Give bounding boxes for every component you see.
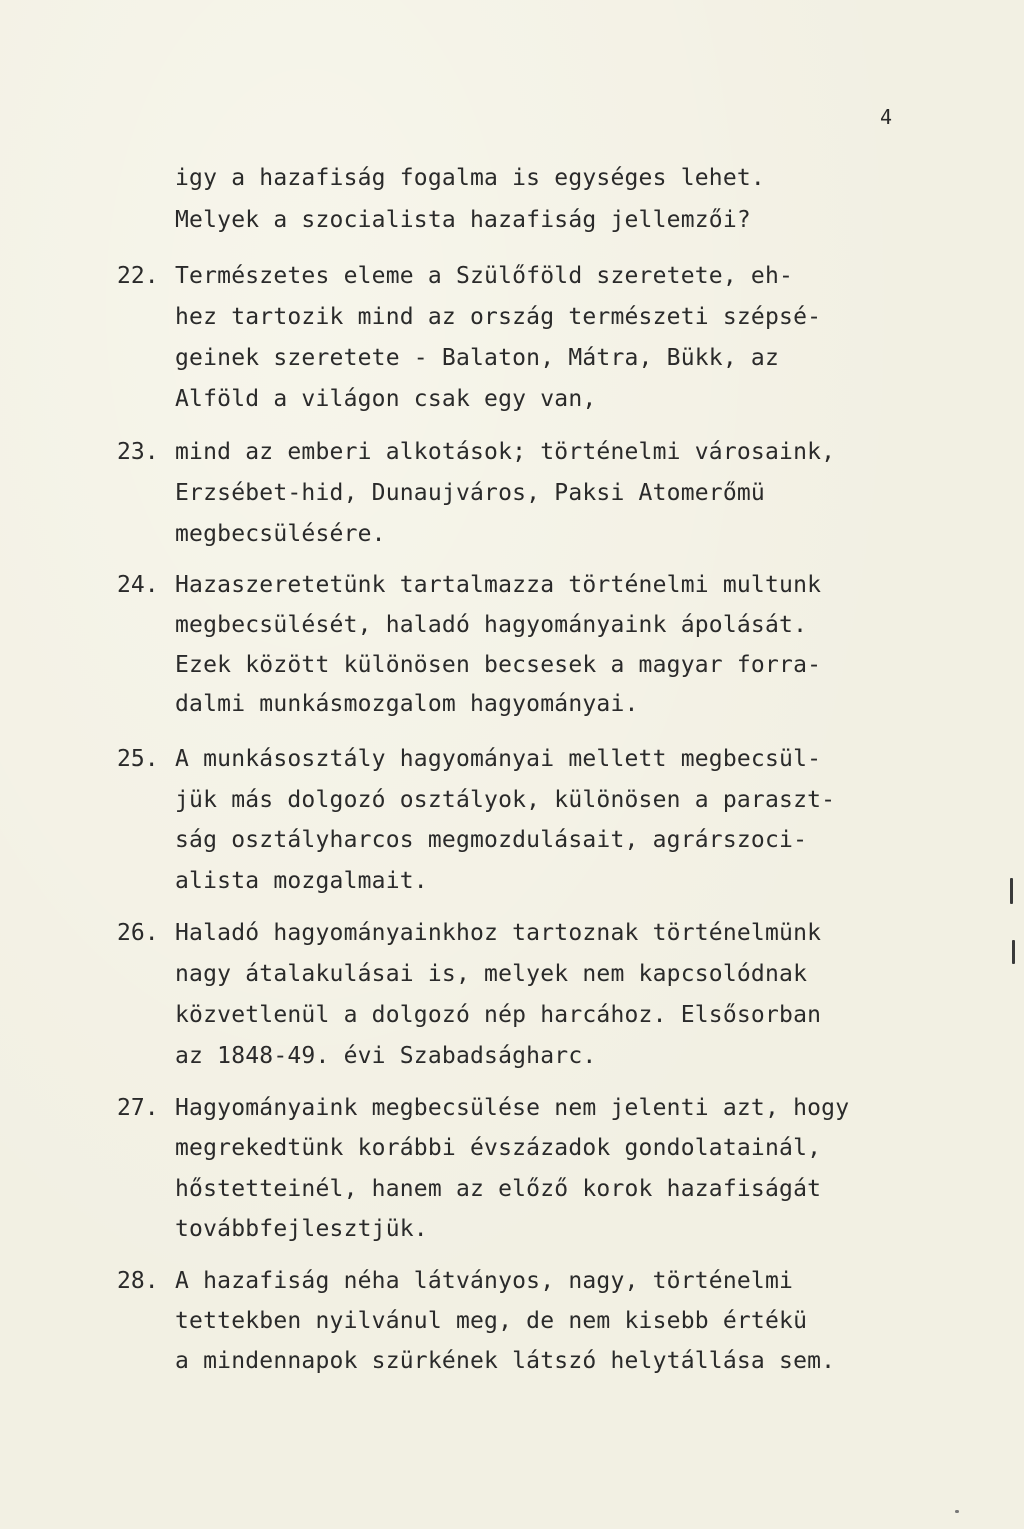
item-number: 28. — [117, 1268, 159, 1294]
item-line: a mindennapok szürkének látszó helytállása sem. — [175, 1348, 836, 1374]
item-line: mind az emberi alkotások; történelmi városaink, — [175, 439, 836, 465]
scan-mark — [1010, 878, 1013, 904]
item-number: 22. — [117, 263, 159, 289]
item-line: közvetlenül a dolgozó nép harcához. Elsősorban — [175, 1002, 822, 1028]
item-line: A munkásosztály hagyományai mellett megbecsül- — [175, 746, 822, 772]
item-number: 23. — [117, 439, 159, 465]
item-line: A hazafiság néha látványos, nagy, történelmi — [175, 1268, 794, 1294]
intro-line: igy a hazafiság fogalma is egységes lehet. — [175, 165, 765, 191]
item-line: tettekben nyilvánul meg, de nem kisebb értékü — [175, 1308, 808, 1334]
item-line: nagy átalakulásai is, melyek nem kapcsolódnak — [175, 961, 808, 987]
item-line: Természetes eleme a Szülőföld szeretete, eh- — [175, 263, 794, 289]
item-number: 25. — [117, 746, 159, 772]
item-number: 24. — [117, 572, 159, 598]
intro-line: Melyek a szocialista hazafiság jellemzői? — [175, 207, 751, 233]
page-number: 4 — [880, 105, 893, 129]
item-line: Haladó hagyományainkhoz tartoznak történelmünk — [175, 920, 822, 946]
item-line: dalmi munkásmozgalom hagyományai. — [175, 691, 639, 717]
item-line: megbecsülésére. — [175, 521, 386, 547]
item-line: hez tartozik mind az ország természeti szépsé- — [175, 304, 822, 330]
item-line: geinek szeretete - Balaton, Mátra, Bükk, az — [175, 345, 780, 371]
item-number: 26. — [117, 920, 159, 946]
item-number: 27. — [117, 1095, 159, 1121]
scan-speck — [955, 1510, 959, 1513]
item-line: Erzsébet-hid, Dunaujváros, Paksi Atomerőmü — [175, 480, 765, 506]
item-line: jük más dolgozó osztályok, különösen a paraszt- — [175, 787, 836, 813]
item-line: megrekedtünk korábbi évszázadok gondolatainál, — [175, 1135, 822, 1161]
item-line: alista mozgalmait. — [175, 868, 428, 894]
item-line: Hazaszeretetünk tartalmazza történelmi multunk — [175, 572, 822, 598]
item-line: megbecsülését, haladó hagyományaink ápolását. — [175, 612, 808, 638]
item-line: Ezek között különösen becsesek a magyar forra- — [175, 652, 822, 678]
item-line: Hagyományaink megbecsülése nem jelenti azt, hogy — [175, 1095, 850, 1121]
scan-mark — [1012, 940, 1015, 964]
item-line: az 1848-49. évi Szabadságharc. — [175, 1043, 597, 1069]
item-line: továbbfejlesztjük. — [175, 1216, 428, 1242]
item-line: ság osztályharcos megmozdulásait, agrárszoci- — [175, 827, 808, 853]
item-line: hőstetteinél, hanem az előző korok hazafiságát — [175, 1176, 822, 1202]
item-line: Alföld a világon csak egy van, — [175, 386, 597, 412]
